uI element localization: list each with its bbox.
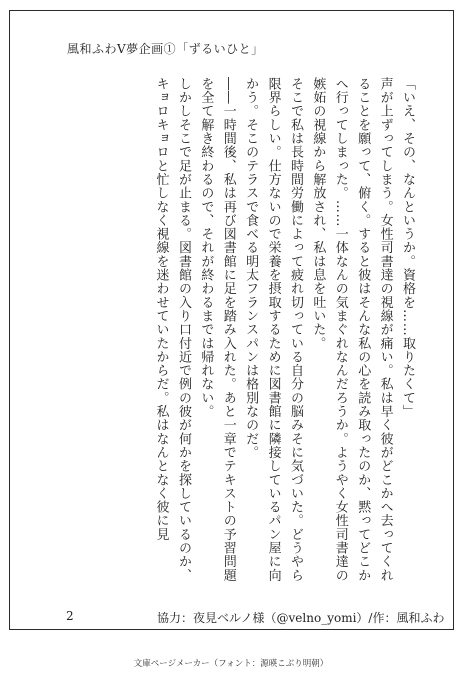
page-number: 2 bbox=[66, 609, 74, 623]
paragraph: ――一時間後、私は再び図書館に足を踏み入れた。あと一章でテキストの予習問題を全て解き終わるので、それが終わるまでは帰れない。 bbox=[198, 77, 236, 583]
page-header-title: 風和ふわV夢企画①「ずるいひと」 bbox=[67, 42, 264, 56]
paragraph: そこで私は長時間労働によって疲れ切っている自分の脳みそに気づいた。どうやら限界らしい。仕方ないので栄養を摂取するために図書館に隣接しているパン屋に向かう。そこのテラスで食べる明太フランスパンは格別なのだ。 bbox=[243, 77, 303, 583]
paragraph: 声が上ずってしまう。女性司書達の視線が痛い。私は早く彼がどこかへ去ってくれることを願って、俯く。すると彼はそんな私の心を読み取ったのか、黙ってどこかへ行ってしまった。……一体なんの気まぐれなんだろうか。ようやく女性司書達の嫉妬の視線から解放され、私は息を吐いた。 bbox=[310, 77, 393, 583]
paragraph: しかしそこで足が止まる。図書館の入り口付近で例の彼が何かを探しているのか、キョロキョロと忙しなく視線を迷わせていたからだ。私はなんとなく彼に見 bbox=[153, 77, 191, 583]
footer-credit: 協力：夜見ベルノ様（@velno_yomi）/作：風和ふわ bbox=[157, 611, 445, 625]
generator-caption: 文庫ページメーカー（フォント：源暎こぶり明朝） bbox=[133, 659, 329, 669]
book-page bbox=[9, 10, 454, 630]
paragraph: 「いえ、その、なんというか。資格を……取りたくて」 bbox=[400, 77, 415, 419]
vertical-body-text bbox=[60, 77, 418, 591]
